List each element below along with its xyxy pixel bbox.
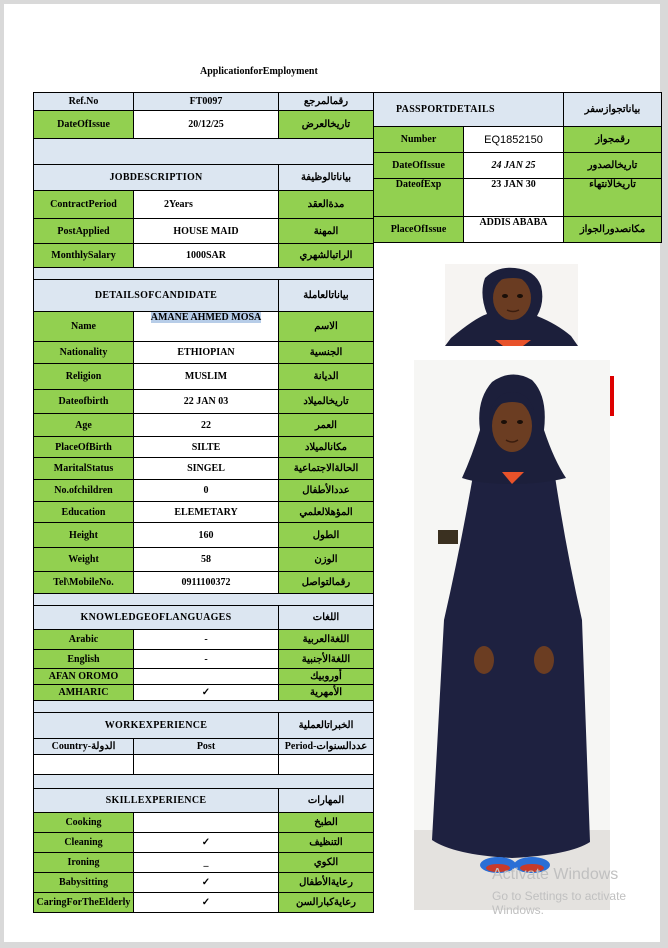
work-col-period: Period-عددالسنوات bbox=[279, 739, 374, 755]
education-value: ELEMETARY bbox=[134, 502, 279, 523]
passport-header-ar: بياناتجوازسفر bbox=[564, 93, 662, 127]
full-body-photo-illustration bbox=[414, 360, 610, 910]
lang-amharic-value: ✓ bbox=[134, 685, 279, 701]
lang-arabic-label: Arabic bbox=[34, 630, 134, 650]
spacer-row bbox=[34, 594, 374, 606]
issue-label: DateOfIssue bbox=[34, 111, 134, 139]
post-value: HOUSE MAID bbox=[134, 219, 279, 244]
skill-cooking-value bbox=[134, 813, 279, 833]
skill-cleaning-value: ✓ bbox=[134, 833, 279, 853]
spacer-row bbox=[34, 139, 374, 165]
education-label-ar: المؤهلالعلمي bbox=[279, 502, 374, 523]
passport-number-label: Number bbox=[374, 127, 464, 153]
marital-label-ar: الحالةالاجتماعية bbox=[279, 458, 374, 480]
candidate-header-ar: بياناتالعاملة bbox=[279, 280, 374, 312]
spacer-row bbox=[34, 701, 374, 713]
children-label: No.ofchildren bbox=[34, 480, 134, 502]
skill-cleaning-label-ar: التنظيف bbox=[279, 833, 374, 853]
name-value-text[interactable]: AMANE AHMED MOSA bbox=[150, 312, 262, 323]
lang-oromo-value bbox=[134, 669, 279, 685]
lang-arabic-label-ar: اللغةالعربية bbox=[279, 630, 374, 650]
passport-table bbox=[373, 92, 662, 243]
skill-babysitting-label: Babysitting bbox=[34, 873, 134, 893]
height-label: Height bbox=[34, 523, 134, 548]
contract-value: 2Years bbox=[134, 191, 279, 219]
skill-cleaning-label: Cleaning bbox=[34, 833, 134, 853]
ref-label: Ref.No bbox=[34, 93, 134, 111]
religion-label-ar: الديانة bbox=[279, 364, 374, 390]
lang-amharic-label: AMHARIC bbox=[34, 685, 134, 701]
passport-number-value: EQ1852150 bbox=[464, 127, 564, 153]
contract-label-ar: مدةالعقد bbox=[279, 191, 374, 219]
birthplace-value: SILTE bbox=[134, 437, 279, 458]
phone-label-ar: رقمالتواصل bbox=[279, 572, 374, 594]
headshot-photo bbox=[445, 264, 578, 346]
lang-amharic-label-ar: الأمهرية bbox=[279, 685, 374, 701]
salary-label-ar: الراتبالشهري bbox=[279, 244, 374, 268]
height-value: 160 bbox=[134, 523, 279, 548]
salary-label: MonthlySalary bbox=[34, 244, 134, 268]
dob-value: 22 JAN 03 bbox=[134, 390, 279, 414]
passport-exp-value: 23 JAN 30 bbox=[464, 179, 564, 217]
watermark-line1: Activate Windows bbox=[492, 866, 619, 883]
age-label-ar: العمر bbox=[279, 414, 374, 437]
marital-value: SINGEL bbox=[134, 458, 279, 480]
languages-header: KNOWLEDGEOFLANGUAGES bbox=[34, 606, 279, 630]
lang-english-value: - bbox=[134, 650, 279, 669]
post-label-ar: المهنة bbox=[279, 219, 374, 244]
religion-label: Religion bbox=[34, 364, 134, 390]
ref-value: FT0097 bbox=[134, 93, 279, 111]
skill-ironing-value: _ bbox=[134, 853, 279, 873]
job-header-ar: بياناتالوظيفة bbox=[279, 165, 374, 191]
dob-label: Dateofbirth bbox=[34, 390, 134, 414]
passport-issue-label-ar: تاريخالصدور bbox=[564, 153, 662, 179]
age-label: Age bbox=[34, 414, 134, 437]
education-label: Education bbox=[34, 502, 134, 523]
age-value: 22 bbox=[134, 414, 279, 437]
spacer-row bbox=[34, 268, 374, 280]
passport-place-label: PlaceOfIssue bbox=[374, 217, 464, 243]
nationality-label: Nationality bbox=[34, 342, 134, 364]
passport-exp-label: DateofExp bbox=[374, 179, 464, 217]
nationality-value: ETHIOPIAN bbox=[134, 342, 279, 364]
phone-value: 0911100372 bbox=[134, 572, 279, 594]
skills-header-ar: المهارات bbox=[279, 789, 374, 813]
phone-label: Tel\MobileNo. bbox=[34, 572, 134, 594]
work-header-ar: الخبراتالعملية bbox=[279, 713, 374, 739]
skill-cooking-label: Cooking bbox=[34, 813, 134, 833]
spacer-row bbox=[34, 775, 374, 789]
headshot-photo-illustration bbox=[445, 264, 578, 346]
job-header: JOBDESCRIPTION bbox=[34, 165, 279, 191]
name-value bbox=[134, 312, 279, 342]
passport-issue-value: 24 JAN 25 bbox=[464, 153, 564, 179]
languages-header-ar: اللغات bbox=[279, 606, 374, 630]
birthplace-label-ar: مكانالميلاد bbox=[279, 437, 374, 458]
height-label-ar: الطول bbox=[279, 523, 374, 548]
work-col-post: Post bbox=[134, 739, 279, 755]
passport-place-label-ar: مكانصدورالجواز bbox=[564, 217, 662, 243]
religion-value: MUSLIM bbox=[134, 364, 279, 390]
name-label-ar: الاسم bbox=[279, 312, 374, 342]
weight-label-ar: الوزن bbox=[279, 548, 374, 572]
passport-exp-label-ar: تاريخالانتهاء bbox=[564, 179, 662, 217]
work-post-cell bbox=[134, 755, 279, 775]
weight-value: 58 bbox=[134, 548, 279, 572]
red-edge-strip bbox=[610, 376, 614, 416]
skill-babysitting-value: ✓ bbox=[134, 873, 279, 893]
contract-label: ContractPeriod bbox=[34, 191, 134, 219]
weight-label: Weight bbox=[34, 548, 134, 572]
work-country-cell bbox=[34, 755, 134, 775]
candidate-header: DETAILSOFCANDIDATE bbox=[34, 280, 279, 312]
salary-value: 1000SAR bbox=[134, 244, 279, 268]
full-body-photo bbox=[414, 360, 610, 910]
skill-ironing-label: Ironing bbox=[34, 853, 134, 873]
children-label-ar: عددالأطفال bbox=[279, 480, 374, 502]
work-period-cell bbox=[279, 755, 374, 775]
lang-arabic-value: - bbox=[134, 630, 279, 650]
document-page bbox=[4, 4, 660, 942]
post-label: PostApplied bbox=[34, 219, 134, 244]
passport-issue-label: DateOfIssue bbox=[374, 153, 464, 179]
dob-label-ar: تاريخالميلاد bbox=[279, 390, 374, 414]
passport-place-value: ADDIS ABABA bbox=[464, 217, 564, 243]
work-col-country: Country-الدولة bbox=[34, 739, 134, 755]
name-label: Name bbox=[34, 312, 134, 342]
page-title: ApplicationforEmployment bbox=[200, 66, 318, 77]
watermark-line2: Go to Settings to activate Windows. bbox=[492, 889, 627, 917]
skill-cooking-label-ar: الطبخ bbox=[279, 813, 374, 833]
work-header: WORKEXPERIENCE bbox=[34, 713, 279, 739]
skills-header: SKILLEXPERIENCE bbox=[34, 789, 279, 813]
passport-header: PASSPORTDETAILS bbox=[374, 93, 564, 127]
birthplace-label: PlaceOfBirth bbox=[34, 437, 134, 458]
lang-oromo-label-ar: أوروبيك bbox=[279, 669, 374, 685]
lang-oromo-label: AFAN OROMO bbox=[34, 669, 134, 685]
skill-elderly-value: ✓ bbox=[134, 893, 279, 913]
children-value: 0 bbox=[134, 480, 279, 502]
issue-value: 20/12/25 bbox=[134, 111, 279, 139]
skill-elderly-label-ar: رعايةكبارالسن bbox=[279, 893, 374, 913]
application-form-left bbox=[33, 92, 374, 913]
skill-elderly-label: CaringForTheElderly bbox=[34, 893, 134, 913]
lang-english-label-ar: اللغةالأجنبية bbox=[279, 650, 374, 669]
issue-label-ar: تاريخالعرض bbox=[279, 111, 374, 139]
skill-ironing-label-ar: الكوي bbox=[279, 853, 374, 873]
lang-english-label: English bbox=[34, 650, 134, 669]
nationality-label-ar: الجنسية bbox=[279, 342, 374, 364]
marital-label: MaritalStatus bbox=[34, 458, 134, 480]
ref-label-ar: رقمالمرجع bbox=[279, 93, 374, 111]
passport-number-label-ar: رقمجواز bbox=[564, 127, 662, 153]
skill-babysitting-label-ar: رعايةالأطفال bbox=[279, 873, 374, 893]
